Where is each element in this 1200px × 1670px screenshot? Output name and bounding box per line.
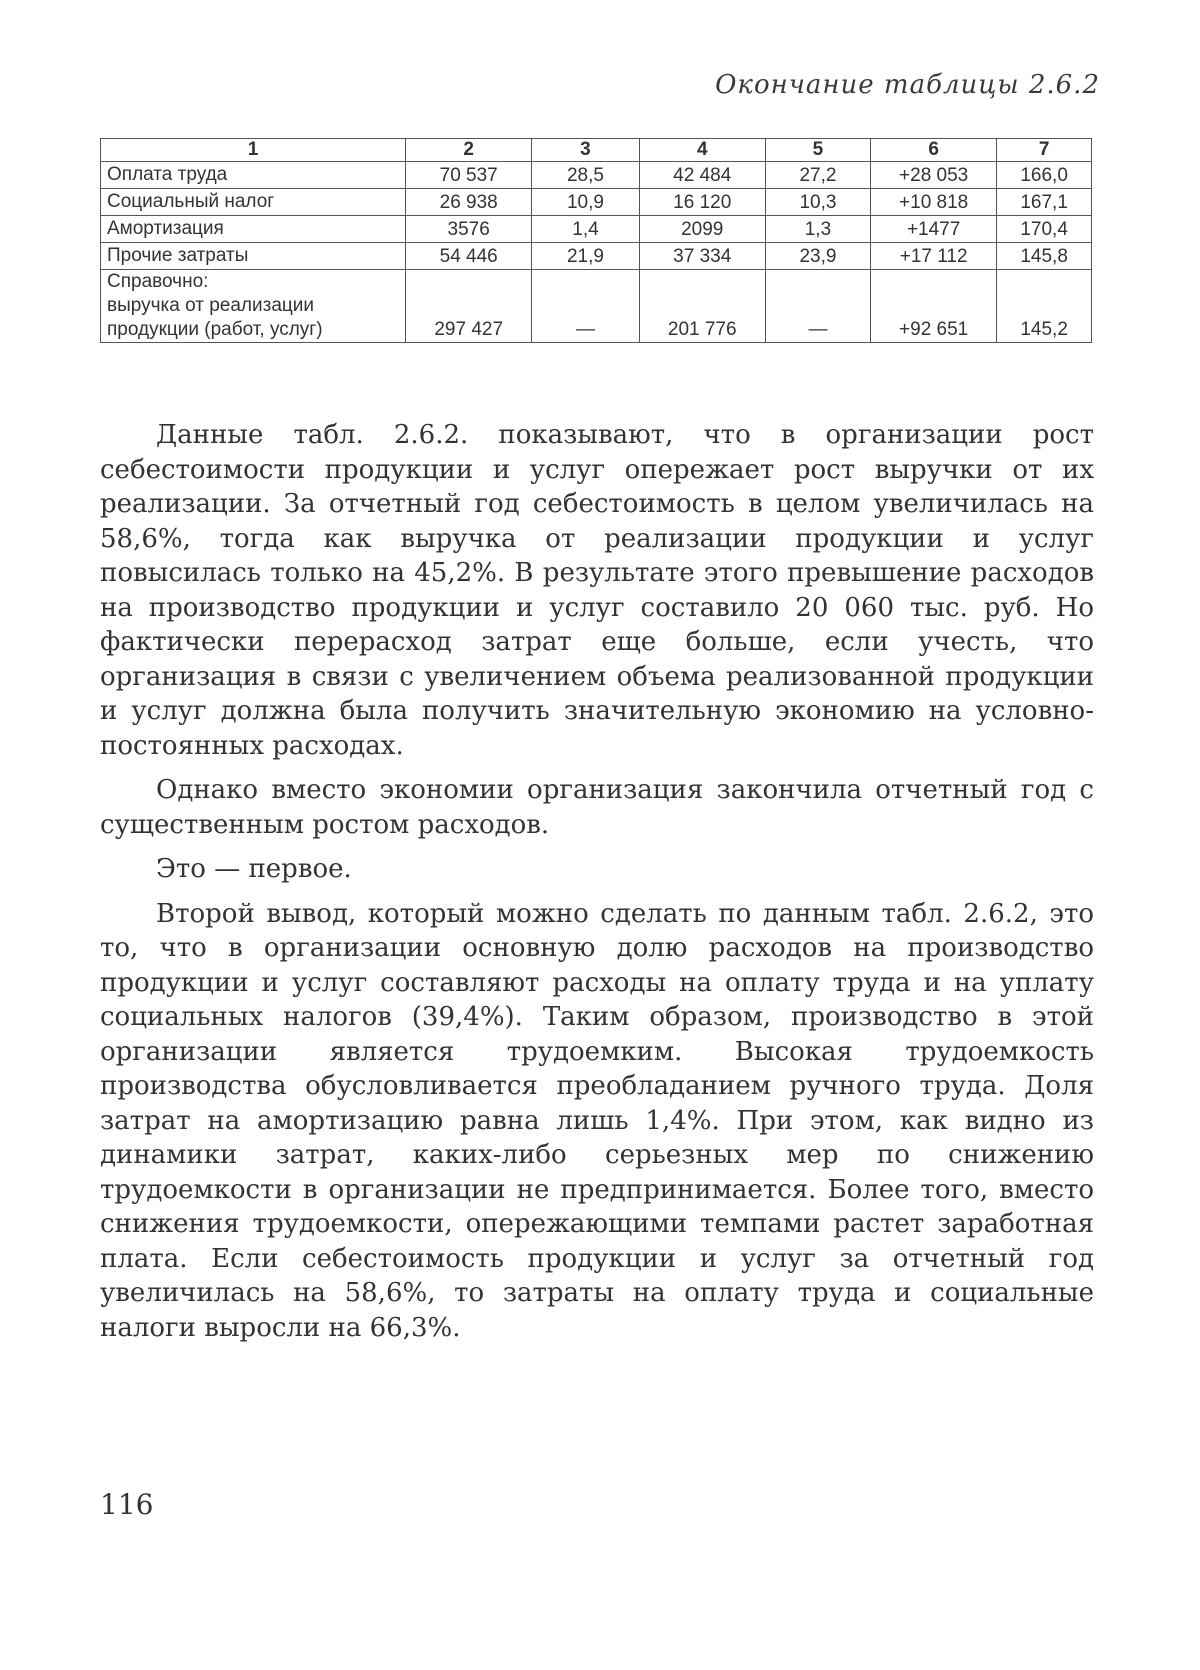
row-label: Амортизация [101,216,406,243]
reference-label-line: выручка от реализации [107,295,314,316]
table-cell: +10 818 [871,189,997,216]
table-cell: 170,4 [997,216,1092,243]
row-label: Социальный налог [101,189,406,216]
table-cell: 23,9 [765,243,870,270]
table-caption: Окончание таблицы 2.6.2 [715,70,1100,100]
table-cell: 16 120 [639,189,765,216]
column-header: 1 [101,139,406,162]
table-cell: +92 651 [871,270,997,343]
reference-label-line: Справочно: [107,271,209,292]
data-table [100,138,1092,343]
table-cell: 167,1 [997,189,1092,216]
table-cell: 26 938 [406,189,532,216]
table-cell: +17 112 [871,243,997,270]
table-cell: 2099 [639,216,765,243]
row-label: Оплата труда [101,162,406,189]
column-header: 3 [532,139,639,162]
row-label: Прочие затраты [101,243,406,270]
paragraph: Это — первое. [156,854,352,884]
table-cell: — [532,270,639,343]
table-cell: +28 053 [871,162,997,189]
table-cell: 1,4 [532,216,639,243]
reference-label-line: продукции (работ, услуг) [107,319,323,340]
table-cell: 166,0 [997,162,1092,189]
table-cell: 27,2 [765,162,870,189]
table-cell: 1,3 [765,216,870,243]
table-cell: 70 537 [406,162,532,189]
table-cell: 37 334 [639,243,765,270]
table-row-reference [101,270,1092,343]
table-cell: 3576 [406,216,532,243]
column-header: 6 [871,139,997,162]
table-row [101,243,1092,270]
table-header-row [101,139,1092,162]
table-cell: 28,5 [532,162,639,189]
table-cell: 10,3 [765,189,870,216]
table-cell: 42 484 [639,162,765,189]
column-header: 4 [639,139,765,162]
table-cell: 201 776 [639,270,765,343]
paragraph: Однако вместо экономии организация закончила отчетный год с существенным ростом расходов. [100,775,1094,840]
paragraph: Данные табл. 2.6.2. показывают, что в организации рост себестоимости продукции и услуг опережает рост выручки от их реализации. За отчетный год себестоимость в целом увеличилась на 58,6%, тогда как выручка от реализации продукции и услуг повысилась только на 45,2%. В результате этого превышение расходов на производство продукции и услуг составило 20 060 тыс. руб. Но фактически перерасход затрат еще больше, если учесть, что организация в связи с увеличением объема реализованной продукции и услуг должна была получить значительную экономию на условно-постоянных расходах. [100,420,1094,761]
table-cell: 297 427 [406,270,532,343]
table-cell: 10,9 [532,189,639,216]
table-row [101,162,1092,189]
table-cell: 145,8 [997,243,1092,270]
table-cell: — [765,270,870,343]
body-text [100,418,1094,1355]
table-cell: 21,9 [532,243,639,270]
page-number: 116 [100,1488,154,1521]
table-cell: +1477 [871,216,997,243]
paragraph: Второй вывод, который можно сделать по данным табл. 2.6.2, это то, что в организации основную долю расходов на производство продукции и услуг составляют расходы на оплату труда и на уплату социальных налогов (39,4%). Таким образом, производство в этой организации является трудоемким. Высокая трудоемкость производства обусловливается преобладанием ручного труда. Доля затрат на амортизацию равна лишь 1,4%. При этом, как видно из динамики затрат, каких-либо серьезных мер по снижению трудоемкости в организации не предпринимается. Более того, вместо снижения трудоемкости, опережающими темпами растет заработная плата. Если себестоимость продукции и услуг за отчетный год увеличилась на 58,6%, то затраты на оплату труда и социальные налоги выросли на 66,3%. [100,898,1094,1343]
table-row [101,216,1092,243]
column-header: 2 [406,139,532,162]
column-header: 7 [997,139,1092,162]
table-cell: 54 446 [406,243,532,270]
row-label [101,270,406,343]
table-row [101,189,1092,216]
column-header: 5 [765,139,870,162]
table-cell: 145,2 [997,270,1092,343]
